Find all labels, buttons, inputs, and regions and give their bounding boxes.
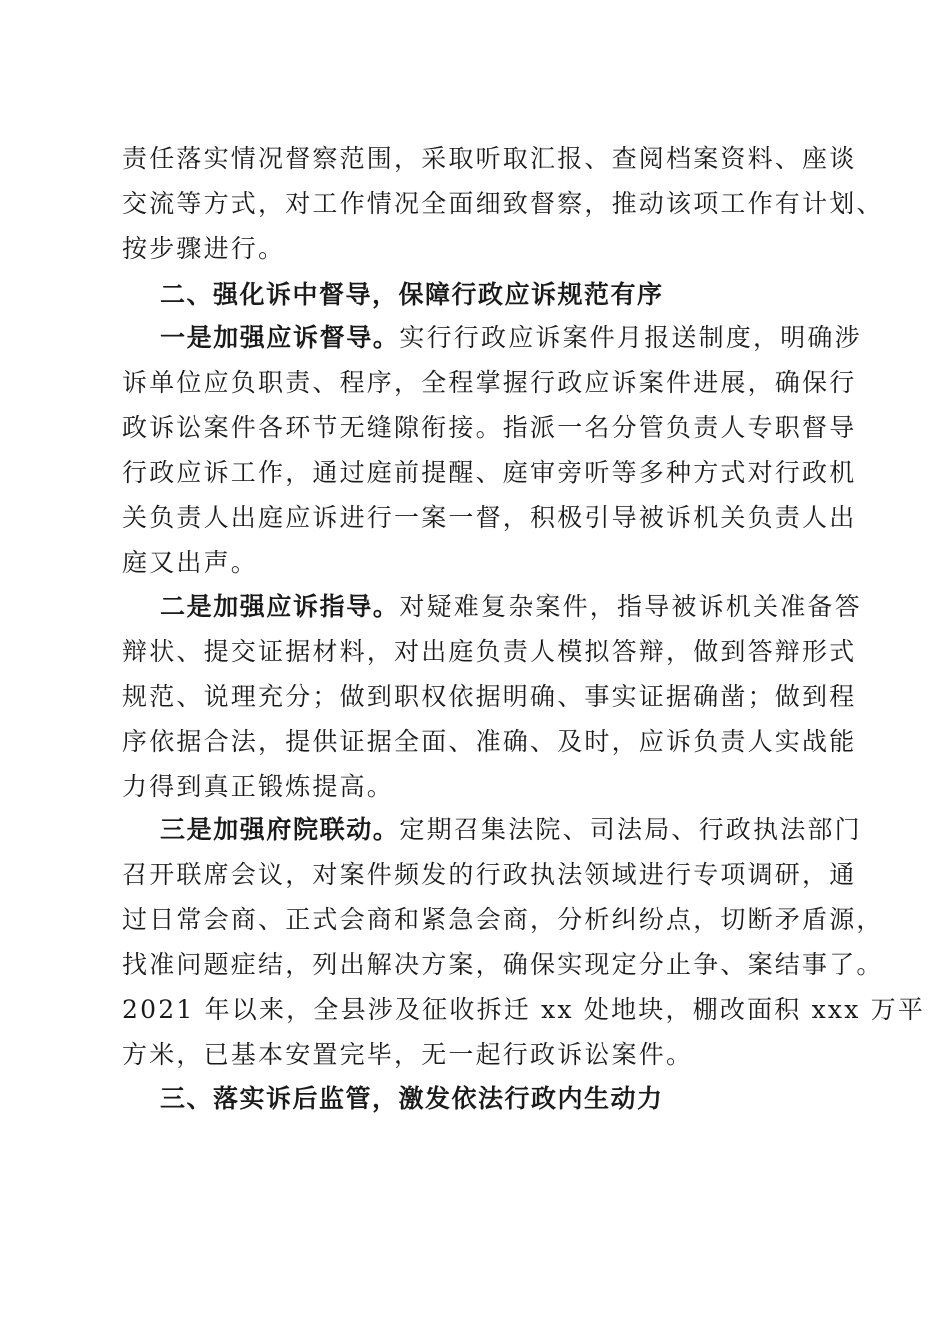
paragraph-line: 庭又出声。 xyxy=(122,548,259,577)
paragraph-first-line xyxy=(122,316,862,361)
paragraph-guidance xyxy=(122,585,862,810)
section-heading-2: 二、强化诉中督导，保障行政应诉规范有序 xyxy=(160,280,664,309)
paragraph-line: 序依据合法，提供证据全面、准确、及时，应诉负责人实战能 xyxy=(122,727,857,756)
paragraph-text: 实行行政应诉案件月报送制度，明确涉 xyxy=(399,323,862,352)
paragraph-line: 政诉讼案件各环节无缝隙衔接。指派一名分管负责人专职督导 xyxy=(122,413,857,442)
paragraph-text: 对疑难复杂案件，指导被诉机关准备答 xyxy=(399,592,862,621)
paragraph-line: 诉单位应负职责、程序，全程掌握行政应诉案件进展，确保行 xyxy=(122,368,857,397)
paragraph-line: 方米，已基本安置完毕，无一起行政诉讼案件。 xyxy=(122,1040,694,1069)
paragraph-line: 辩状、提交证据材料，对出庭负责人模拟答辩，做到答辩形式 xyxy=(122,637,857,666)
paragraph-line: 规范、说理充分；做到职权依据明确、事实证据确凿；做到程 xyxy=(122,682,857,711)
paragraph-supervision xyxy=(122,316,862,586)
intro-line: 交流等方式，对工作情况全面细致督察，推动该项工作有计划、 xyxy=(122,189,884,218)
intro-line: 责任落实情况督察范围，采取听取汇报、查阅档案资料、座谈 xyxy=(122,144,857,173)
paragraph-first-line xyxy=(122,808,862,853)
paragraph-first-line xyxy=(122,585,862,630)
paragraph-text: 定期召集法院、司法局、行政执法部门 xyxy=(399,815,862,844)
paragraph-line: 召开联席会议，对案件频发的行政执法领域进行专项调研，通 xyxy=(122,860,857,889)
paragraph-lead: 三是加强府院联动。 xyxy=(160,815,400,844)
paragraph-line: 2021 年以来，全县涉及征收拆迁 xx 处地块，棚改面积 xxx 万平 xyxy=(122,995,926,1024)
paragraph-line: 力得到真正锻炼提高。 xyxy=(122,772,395,801)
paragraph-line: 找准问题症结，列出解决方案，确保实现定分止争、案结事了。 xyxy=(122,950,884,979)
paragraph-court-linkage xyxy=(122,808,926,1078)
section-heading-3: 三、落实诉后监管，激发依法行政内生动力 xyxy=(160,1084,664,1113)
paragraph-lead: 二是加强应诉指导。 xyxy=(160,592,400,621)
paragraph-lead: 一是加强应诉督导。 xyxy=(160,323,400,352)
intro-paragraph xyxy=(122,137,884,272)
intro-line: 按步骤进行。 xyxy=(122,234,286,263)
paragraph-line: 过日常会商、正式会商和紧急会商，分析纠纷点，切断矛盾源， xyxy=(122,905,884,934)
paragraph-line: 关负责人出庭应诉进行一案一督，积极引导被诉机关负责人出 xyxy=(122,503,857,532)
paragraph-line: 行政应诉工作，通过庭前提醒、庭审旁听等多种方式对行政机 xyxy=(122,458,857,487)
